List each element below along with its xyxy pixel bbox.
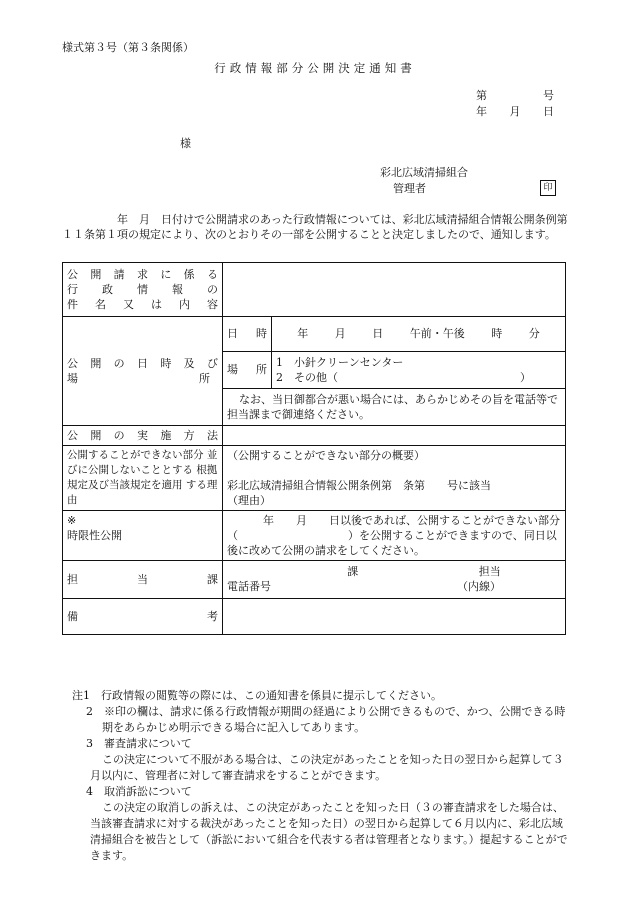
number-suffix: 号 [543,89,554,102]
note-3-title: 3 審査請求について [86,737,192,750]
table-row [63,560,566,598]
place-option-1: 1 小針クリーンセンター [276,355,404,369]
remarks-label: 備考 [63,598,223,634]
datetime-value: 年 月 日 午前・午後 時 分 [272,317,566,351]
document-number-line [476,88,554,104]
time-limited-text: 年 月 日以後であれば、公開することができない部分（ ）を公開することができますので、同日以後に改めて公開の請求をしてください。 [223,510,566,560]
note-3-body: この決定について不服がある場合は、この決定があったことを知った日の翌日から起算して３月以内に、管理者に対して審査請求をすることができます。 [90,753,564,782]
date-year: 年 [476,105,487,118]
table-row [63,598,566,634]
form-label: 様式第３号（第３条関係） [62,41,194,54]
date-day: 日 [543,105,554,118]
addressee-honorific: 様 [180,137,191,150]
reason-why: （理由） [227,493,271,507]
table-row [63,445,566,510]
table-row [63,425,566,445]
time-limited-label: ※ 時限性公開 [63,510,223,560]
datetime-key: 日時 [223,317,272,351]
document-date-line [476,104,554,120]
place-value [272,351,566,388]
note-2: 2 ※印の欄は、請求に係る行政情報が期間の経過により公開できるもので、かつ、公開できる時期をあらかじめ明示できる場合に記入してあります。 [86,705,566,734]
reason-article: 彩北広域清掃組合情報公開条例第 条第 号に該当 [227,478,491,492]
note-4-title: 4 取消訴訟について [86,785,192,798]
reason-label: 公開することができない部分 並びに公開しないこととする 根拠規定及び当該規定を適用 する理由 [63,445,223,510]
document-title: 行政情報部分公開決定通知書 [214,61,416,75]
footnotes [72,688,572,864]
section-value: 課 担当 電話番号 （内線） [223,560,566,598]
disclosure-table [62,262,566,635]
note-4-body: この決定の取消しの訴えは、この決定があったことを知った日（３の審査請求をした場合は、当該審査請求に対する裁決があったことを知った日）の翌日から起算して６月以内に、彩北広域清掃組合を被告として（訴訟において組合を代表する者は管理者となります。）提起することができます。 [90,801,568,862]
seal-stamp: 印 [540,180,556,196]
time-limited-mark: ※ [67,513,77,527]
note-1: 注1 行政情報の閲覧等の際には、この通知書を係員に提示してください。 [72,689,442,702]
date-month: 月 [509,105,521,118]
schedule-note: なお、当日御都合が悪い場合には、あらかじめその旨を電話等で担当課まで御連絡ください。 [227,392,558,421]
request-subject-label: 公開請求に係る 行政情報の 件名又は内容 [63,263,223,317]
phone-label: 電話番号 [227,580,271,593]
method-value [223,425,566,445]
remarks-value [223,598,566,634]
schedule-cell [223,317,566,426]
method-label: 公開の実施方法 [63,425,223,445]
place-key: 場所 [223,351,272,388]
organization-name: 彩北広域清掃組合 [380,166,468,179]
number-prefix: 第 [476,89,487,102]
phone-extension: （内線） [457,580,501,593]
request-subject-value [223,263,566,317]
section-label: 担当課 [63,560,223,598]
table-row [63,317,566,426]
schedule-label: 公開の日時及び 場所 [63,317,223,426]
intro-paragraph: 年 月 日付けで公開請求のあった行政情報については、彩北広域清掃組合情報公開条例第１１条第１項の規定により、次のとおりその一部を公開することと決定しましたので、通知します。 [62,213,568,241]
reason-summary: （公開することができない部分の概要） [227,448,425,462]
reason-value [223,445,566,510]
table-row [63,510,566,560]
manager-title: 管理者 [393,182,426,195]
table-row [63,263,566,317]
place-option-2: 2 その他（ ） [276,370,531,384]
